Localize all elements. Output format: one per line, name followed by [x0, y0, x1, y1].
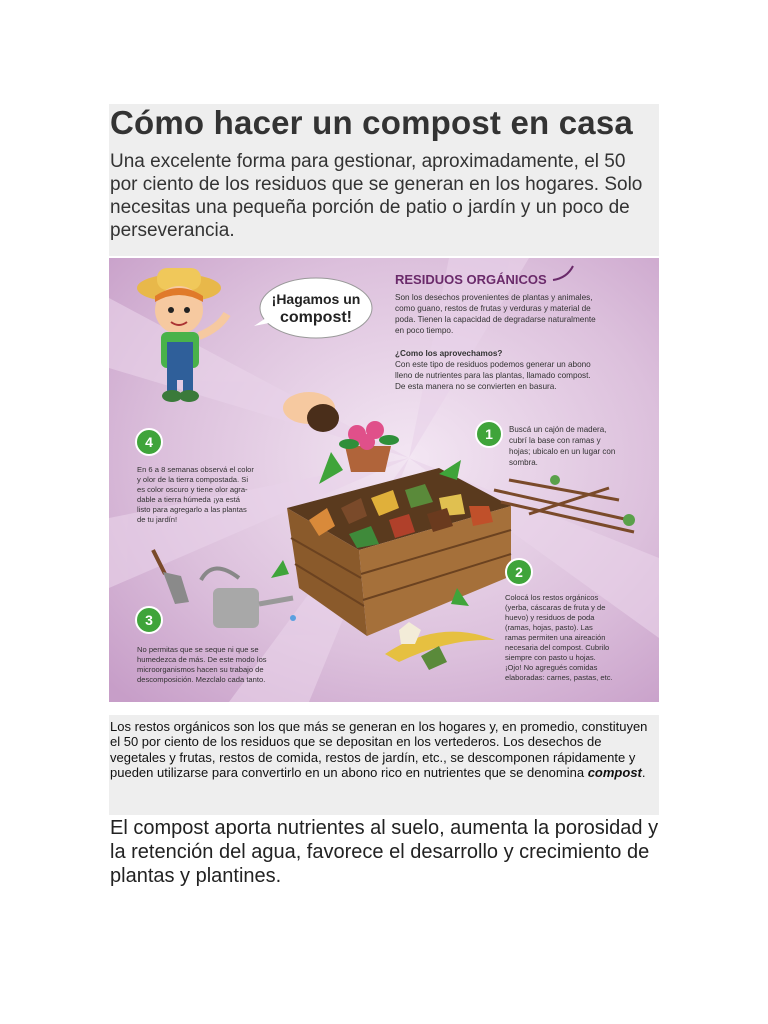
step-number: 2 [515, 564, 523, 580]
caption-end: . [641, 764, 646, 780]
step-line: dable a tierra húmeda ¡ya está [137, 495, 240, 504]
step-line: de tu jardín! [137, 515, 178, 524]
step-line: es color oscuro y tiene olor agra- [137, 485, 248, 494]
step-line: hojas; ubicalo en un lugar con [509, 447, 616, 456]
def-line: en poco tiempo. [395, 326, 454, 335]
compost-infographic [109, 258, 659, 702]
page-title: Cómo hacer un compost en casa [110, 104, 633, 141]
step-line: huevo) y residuos de poda [505, 613, 595, 622]
answer-line: De esta manera no se convierten en basura. [395, 382, 557, 391]
step-line: y olor de la tierra compostada. Si [137, 475, 249, 484]
answer-line: Con este tipo de residuos podemos generar un abono [395, 360, 591, 369]
step-line: microorganismos hacen su trabajo de [137, 665, 264, 674]
step-line: cubrí la base con ramas y [509, 436, 601, 445]
step-line: sombra. [509, 458, 538, 467]
infographic-heading: RESIDUOS ORGÁNICOS [395, 272, 547, 287]
def-line: Son los desechos provenientes de plantas y animales, [395, 293, 593, 302]
step-line: No permitas que se seque ni que se [137, 645, 259, 654]
step-line: listo para agregarlo a las plantas [137, 505, 247, 514]
step-line: En 6 a 8 semanas observá el color [137, 465, 254, 474]
step-line: humedezca de más. De este modo los [137, 655, 267, 664]
step-line: (yerba, cáscaras de fruta y de [505, 603, 606, 612]
speech-line-2: compost! [280, 309, 352, 326]
step-line: ramas permiten una aireación [505, 633, 606, 642]
caption-text: Los restos orgánicos son los que más se generan en los hogares y, en promedio, constituyen el 50 por ciento de los residuos que se depositan en los vertederos. Los desechos de vegetales y frutas, restos de comida, restos de jardín, etc., se descomponen rápidamente y pueden utilizarse para convertirlo en un abono rico en nutrientes que se denomina [110, 719, 648, 780]
answer-line: lleno de nutrientes para las plantas, llamado compost. [395, 371, 591, 380]
speech-line-1: ¡Hagamos un [271, 291, 361, 307]
step-line: Colocá los restos orgánicos [505, 593, 599, 602]
intro-paragraph: Una excelente forma para gestionar, aproximadamente, el 50 por ciento de los residuos que se generan en los hogares. Solo necesitas una pequeña porción de patio o jardín y un poco de perseverancia. [110, 151, 643, 241]
step-line: descomposición. Mezclalo cada tanto. [137, 675, 266, 684]
step-number: 4 [145, 434, 153, 450]
def-line: poda. Tienen la capacidad de degradarse naturalmente [395, 315, 596, 324]
question-text: ¿Como los aprovechamos? [395, 349, 503, 358]
closing-paragraph: El compost aporta nutrientes al suelo, aumenta la porosidad y la retención del agua, favorece el desarrollo y crecimiento de plantas y plantines. [110, 817, 659, 887]
step-line: elaboradas: carnes, pastas, etc. [505, 673, 613, 682]
step-line: siempre con pasto u hojas. [505, 653, 596, 662]
step-line: ¡Ojo! No agregués comidas [505, 663, 598, 672]
step-line: (ramas, hojas, pasto). Las [505, 623, 593, 632]
caption-emphasis: compost [587, 764, 642, 780]
def-line: como guano, restos de frutas y verduras y material de [395, 304, 591, 313]
step-line: necesaria del compost. Cubrilo [505, 643, 610, 652]
step-line: Buscá un cajón de madera, [509, 425, 607, 434]
image-caption [110, 719, 656, 780]
step-number: 1 [485, 426, 493, 442]
step-number: 3 [145, 612, 153, 628]
